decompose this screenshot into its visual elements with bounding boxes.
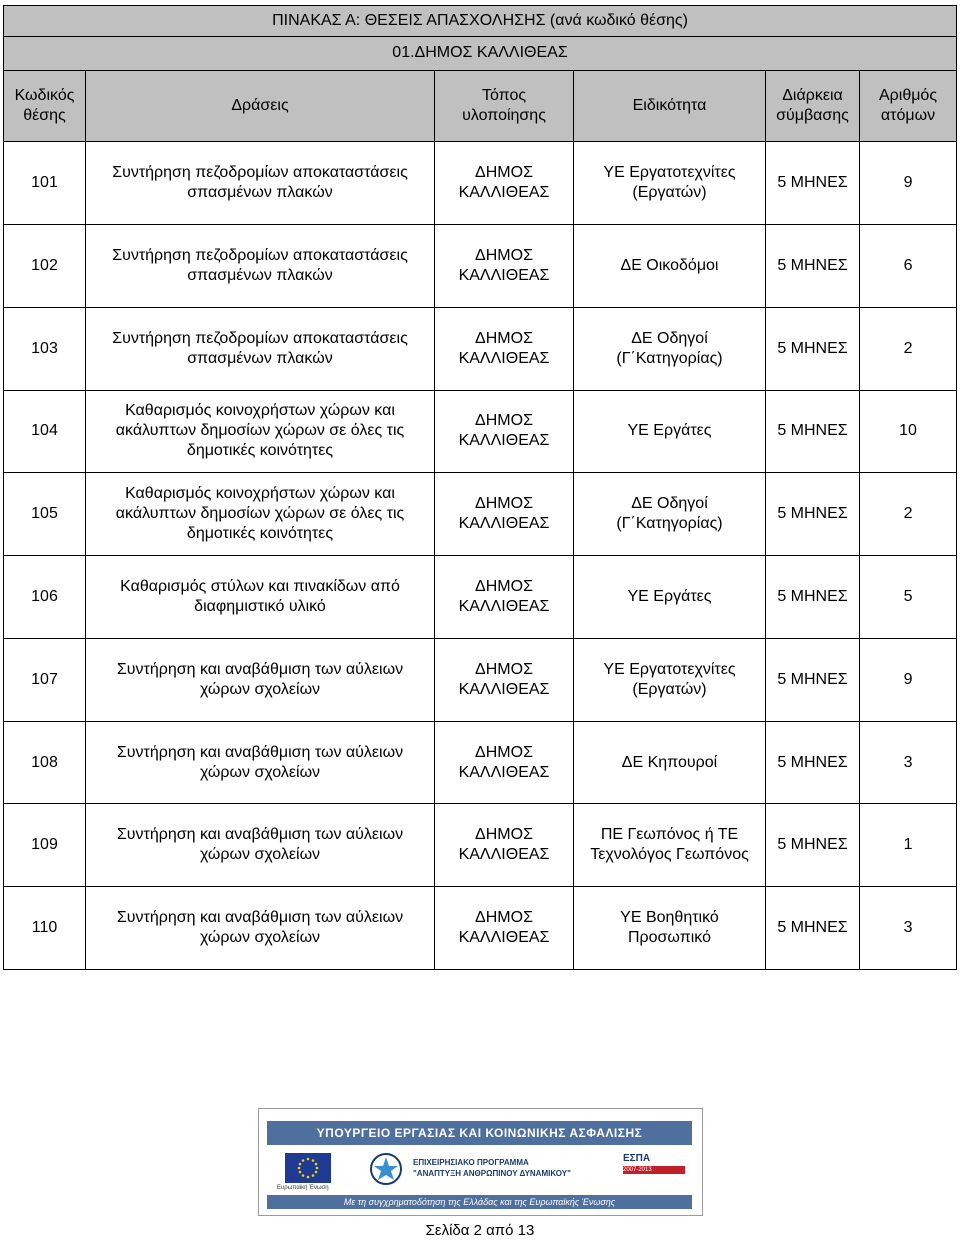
header-place: Τόπος υλοποίησης [435, 70, 574, 142]
program-line-1: ΕΠΙΧΕΙΡΗΣΙΑΚΟ ΠΡΟΓΡΑΜΜΑ [413, 1158, 529, 1167]
header-code: Κωδικός θέσης [4, 70, 86, 142]
row-place: ΔΗΜΟΣ ΚΑΛΛΙΘΕΑΣ [435, 307, 574, 390]
row-specialty: ΥΕ Εργατοτεχνίτες (Εργατών) [574, 638, 766, 721]
operational-program-emblem-icon [369, 1151, 403, 1187]
table-row [4, 638, 957, 721]
table-row [4, 804, 957, 887]
municipality-heading: 01.ΔΗΜΟΣ ΚΑΛΛΙΘΕΑΣ [4, 37, 957, 70]
row-code: 110 [4, 887, 86, 970]
row-people: 5 [860, 556, 957, 639]
espa-logo [623, 1153, 685, 1187]
row-place: ΔΗΜΟΣ ΚΑΛΛΙΘΕΑΣ [435, 473, 574, 556]
row-people: 6 [860, 225, 957, 308]
row-code: 108 [4, 721, 86, 804]
table-row [4, 887, 957, 970]
row-specialty: ΔΕ Οικοδόμοι [574, 225, 766, 308]
row-people: 2 [860, 307, 957, 390]
row-duration: 5 ΜΗΝΕΣ [766, 721, 860, 804]
row-duration: 5 ΜΗΝΕΣ [766, 307, 860, 390]
row-place: ΔΗΜΟΣ ΚΑΛΛΙΘΕΑΣ [435, 887, 574, 970]
espa-name: ΕΣΠΑ [623, 1153, 651, 1164]
row-place: ΔΗΜΟΣ ΚΑΛΛΙΘΕΑΣ [435, 638, 574, 721]
eu-flag-icon [285, 1153, 331, 1183]
row-place: ΔΗΜΟΣ ΚΑΛΛΙΘΕΑΣ [435, 804, 574, 887]
table-row [4, 142, 957, 225]
row-action: Συντήρηση και αναβάθμιση των αύλειων χώρων σχολείων [86, 721, 435, 804]
row-code: 101 [4, 142, 86, 225]
row-duration: 5 ΜΗΝΕΣ [766, 887, 860, 970]
row-duration: 5 ΜΗΝΕΣ [766, 804, 860, 887]
row-specialty: ΥΕ Εργάτες [574, 390, 766, 473]
row-action: Συντήρηση και αναβάθμιση των αύλειων χώρων σχολείων [86, 638, 435, 721]
row-action: Συντήρηση και αναβάθμιση των αύλειων χώρων σχολείων [86, 887, 435, 970]
row-place: ΔΗΜΟΣ ΚΑΛΛΙΘΕΑΣ [435, 142, 574, 225]
row-people: 9 [860, 638, 957, 721]
header-specialty: Ειδικότητα [574, 70, 766, 142]
row-specialty: ΥΕ Εργάτες [574, 556, 766, 639]
row-code: 102 [4, 225, 86, 308]
row-duration: 5 ΜΗΝΕΣ [766, 390, 860, 473]
eu-caption: Ευρωπαϊκή Ένωση [277, 1185, 329, 1191]
row-duration: 5 ΜΗΝΕΣ [766, 638, 860, 721]
row-action: Καθαρισμός κοινοχρήστων χώρων και ακάλυπτων δημοσίων χώρων σε όλες τις δημοτικές κοινότητες [86, 473, 435, 556]
header-people: Αριθμός ατόμων [860, 70, 957, 142]
row-duration: 5 ΜΗΝΕΣ [766, 556, 860, 639]
espa-years: 2007-2013 [623, 1166, 685, 1174]
ministry-banner: ΥΠΟΥΡΓΕΙΟ ΕΡΓΑΣΙΑΣ ΚΑΙ ΚΟΙΝΩΝΙΚΗΣ ΑΣΦΑΛΙΣΗΣ [267, 1121, 692, 1145]
row-duration: 5 ΜΗΝΕΣ [766, 473, 860, 556]
row-action: Συντήρηση πεζοδρομίων αποκαταστάσεις σπασμένων πλακών [86, 225, 435, 308]
row-duration: 5 ΜΗΝΕΣ [766, 225, 860, 308]
row-specialty: ΔΕ Οδηγοί (Γ΄Κατηγορίας) [574, 473, 766, 556]
row-people: 1 [860, 804, 957, 887]
positions-table [3, 5, 957, 970]
row-action: Συντήρηση πεζοδρομίων αποκαταστάσεις σπασμένων πλακών [86, 142, 435, 225]
header-duration: Διάρκεια σύμβασης [766, 70, 860, 142]
row-people: 9 [860, 142, 957, 225]
operational-program-text [413, 1157, 613, 1179]
row-duration: 5 ΜΗΝΕΣ [766, 142, 860, 225]
row-specialty: ΔΕ Κηπουροί [574, 721, 766, 804]
row-code: 104 [4, 390, 86, 473]
row-code: 103 [4, 307, 86, 390]
ministry-footer-logo [258, 1108, 703, 1216]
row-place: ΔΗΜΟΣ ΚΑΛΛΙΘΕΑΣ [435, 390, 574, 473]
row-specialty: ΥΕ Εργατοτεχνίτες (Εργατών) [574, 142, 766, 225]
row-action: Καθαρισμός κοινοχρήστων χώρων και ακάλυπτων δημοσίων χώρων σε όλες τις δημοτικές κοινότητες [86, 390, 435, 473]
program-line-2: "ΑΝΑΠΤΥΞΗ ΑΝΘΡΩΠΙΝΟΥ ΔΥΝΑΜΙΚΟΥ" [413, 1169, 571, 1178]
table-row [4, 556, 957, 639]
table-row [4, 225, 957, 308]
row-place: ΔΗΜΟΣ ΚΑΛΛΙΘΕΑΣ [435, 556, 574, 639]
table-header-row [4, 70, 957, 142]
row-place: ΔΗΜΟΣ ΚΑΛΛΙΘΕΑΣ [435, 225, 574, 308]
table-title: ΠΙΝΑΚΑΣ Α: ΘΕΣΕΙΣ ΑΠΑΣΧΟΛΗΣΗΣ (ανά κωδικό θέσης) [4, 6, 957, 37]
row-code: 107 [4, 638, 86, 721]
row-action: Συντήρηση πεζοδρομίων αποκαταστάσεις σπασμένων πλακών [86, 307, 435, 390]
row-specialty: ΠΕ Γεωπόνος ή ΤΕ Τεχνολόγος Γεωπόνος [574, 804, 766, 887]
row-code: 109 [4, 804, 86, 887]
page-number: Σελίδα 2 από 13 [425, 1222, 535, 1239]
cofunding-line: Με τη συγχρηματοδότηση της Ελλάδας και της Ευρωπαϊκής Ένωσης [267, 1195, 692, 1209]
row-place: ΔΗΜΟΣ ΚΑΛΛΙΘΕΑΣ [435, 721, 574, 804]
row-specialty: ΥΕ Βοηθητικό Προσωπικό [574, 887, 766, 970]
row-people: 3 [860, 887, 957, 970]
row-specialty: ΔΕ Οδηγοί (Γ΄Κατηγορίας) [574, 307, 766, 390]
row-action: Συντήρηση και αναβάθμιση των αύλειων χώρων σχολείων [86, 804, 435, 887]
table-row [4, 390, 957, 473]
header-actions: Δράσεις [86, 70, 435, 142]
row-action: Καθαρισμός στύλων και πινακίδων από διαφημιστικό υλικό [86, 556, 435, 639]
table-row [4, 473, 957, 556]
table-row [4, 307, 957, 390]
logo-strip [267, 1149, 692, 1193]
row-code: 105 [4, 473, 86, 556]
table-row [4, 721, 957, 804]
row-people: 10 [860, 390, 957, 473]
row-people: 2 [860, 473, 957, 556]
row-people: 3 [860, 721, 957, 804]
row-code: 106 [4, 556, 86, 639]
